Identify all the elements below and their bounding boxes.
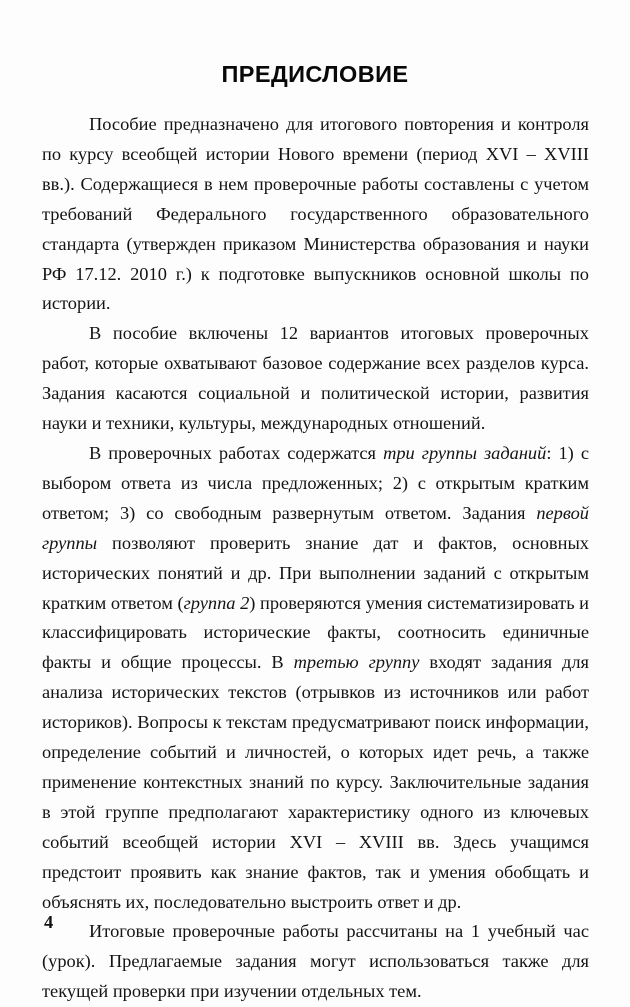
page-title: ПРЕДИСЛОВИЕ <box>221 60 409 87</box>
text-run: ) проверяются умения систематизировать и классифицировать исторические факты, соотносить единичные факты и общие процессы. В <box>42 592 590 673</box>
paragraph <box>42 439 589 918</box>
body-text-block <box>42 110 589 1007</box>
text-run: : 1) с выбором ответа из числа предложенных; 2) с открытым кратким ответом; 3) со свободным развернутым ответом. Задания <box>42 442 589 523</box>
emphasis-run: группа 2 <box>183 592 250 613</box>
text-run: В пособие включены 12 вариантов итоговых проверочных работ, которые охватывают базовое содержание всех разделов курса. Задания касаются социальной и политической истории, развития науки и техники, культуры, международных отношений. <box>42 323 589 434</box>
emphasis-run: три группы заданий <box>383 442 547 463</box>
paragraph <box>42 110 589 319</box>
text-run: позволяют проверить знание дат и фактов, основных исторических понятий и др. При выполнении заданий с открытым кратким ответом ( <box>42 532 589 613</box>
paragraph <box>42 917 589 1007</box>
emphasis-run: первой группы <box>42 502 589 553</box>
text-run: В проверочных работах содержатся <box>89 442 384 463</box>
emphasis-run: третью группу <box>293 652 420 673</box>
text-run: Пособие предназначено для итогового повторения и контроля по курсу всеобщей истории Нового времени (период XVI – XVIII вв.). Содержащиеся в нем проверочные работы составлены с учетом требований Федерального государственного образовательного стандарта (утвержден приказом Министерства образования и науки РФ 17.12. 2010 г.) к подготовке выпускников основной школы по истории. <box>42 114 589 314</box>
paragraph <box>42 319 589 439</box>
text-run: входят задания для анализа исторических текстов (отрывков из источников или работ историков). Вопросы к текстам предусматривают поиск информации, определение событий и личностей, о которых идет речь, а также применение контекстных знаний по курсу. Заключительные задания в этой группе предполагают характеристику одного из ключевых событий всеобщей истории XVI – XVIII вв. Здесь учащимся предстоит проявить как знание фактов, так и умения обобщать и объяснять их, последовательно выстроить ответ и др. <box>42 652 589 912</box>
page-number: 4 <box>44 912 54 932</box>
text-run: Итоговые проверочные работы рассчитаны на 1 учебный час (урок). Предлагаемые задания могут использоваться также для текущей проверки при изучении отдельных тем. <box>42 921 589 1002</box>
